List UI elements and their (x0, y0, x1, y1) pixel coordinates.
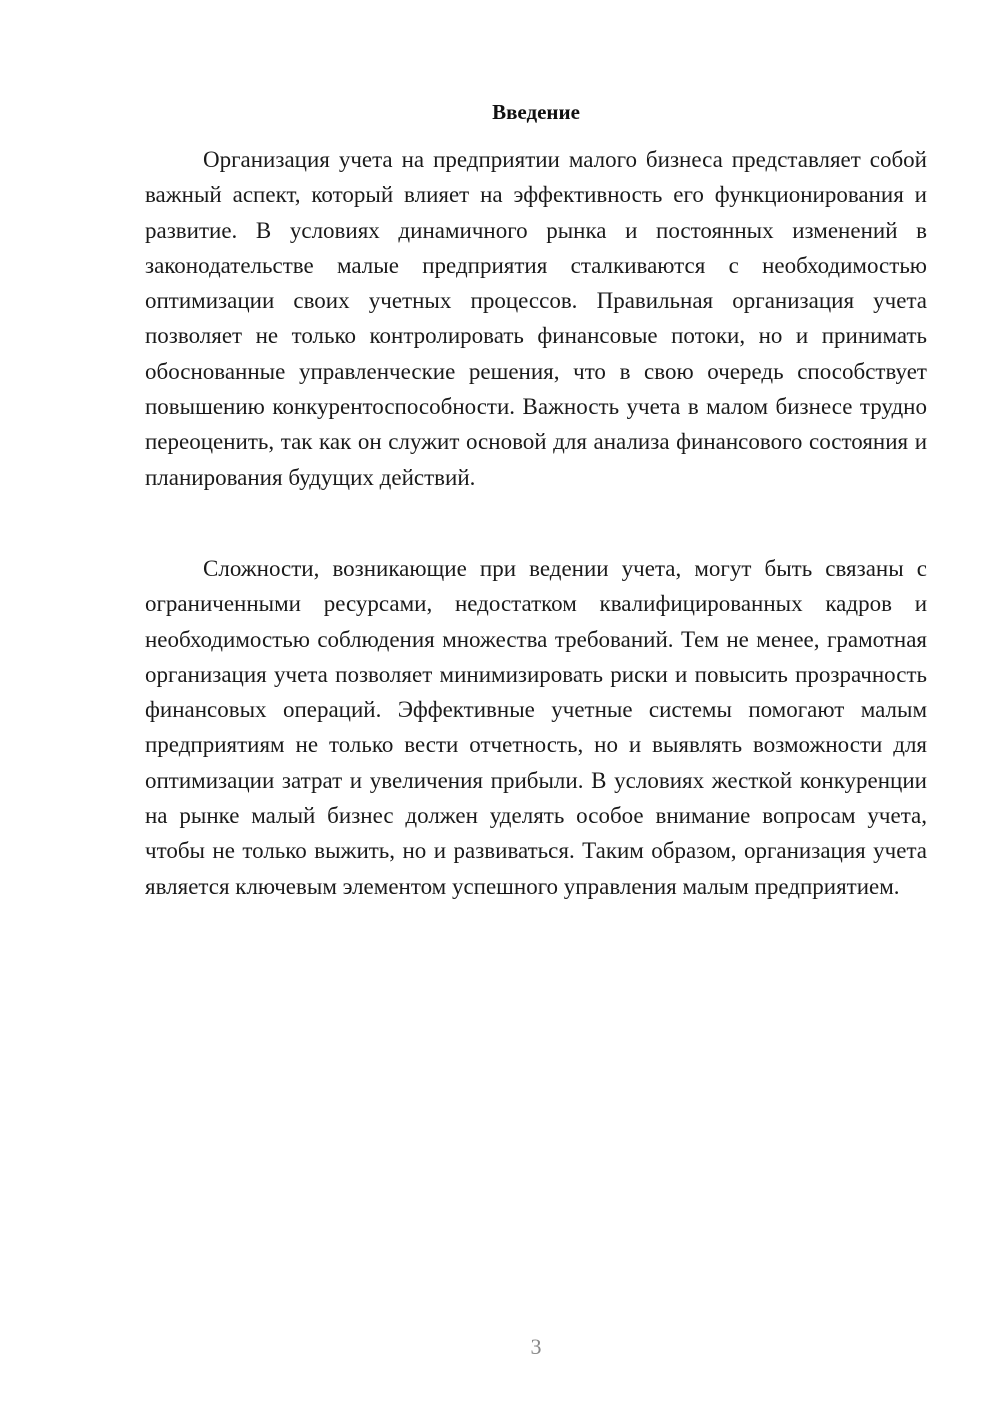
page-number: 3 (530, 1334, 542, 1359)
paragraph-challenges: Сложности, возникающие при ведении учета, могут быть связаны с ограниченными ресурсами, недостатком квалифицированных кадров и необходимостью соблюдения множества требований. Тем не менее, грамотная организация учета позволяет минимизировать риски и повысить прозрачность финансовых операций. Эффективные учетные системы помогают малым предприятиям не только вести отчетность, но и выявлять возможности для оптимизации затрат и увеличения прибыли. В условиях жесткой конкуренции на рынке малый бизнес должен уделять особое внимание вопросам учета, чтобы не только выжить, но и развиваться. Таким образом, организация учета является ключевым элементом успешного управления малым предприятием. (145, 556, 927, 899)
paragraph-intro: Организация учета на предприятии малого бизнеса представляет собой важный аспект, который влияет на эффективность его функционирования и развитие. В условиях динамичного рынка и постоянных изменений в законодательстве малые предприятия сталкиваются с необходимостью оптимизации своих учетных процессов. Правильная организация учета позволяет не только контролировать финансовые потоки, но и принимать обоснованные управленческие решения, что в свою очередь способствует повышению конкурентоспособности. Важность учета в малом бизнесе трудно переоценить, так как он служит основой для анализа финансового состояния и планирования будущих действий. (145, 147, 927, 490)
section-heading: Введение (492, 100, 580, 124)
